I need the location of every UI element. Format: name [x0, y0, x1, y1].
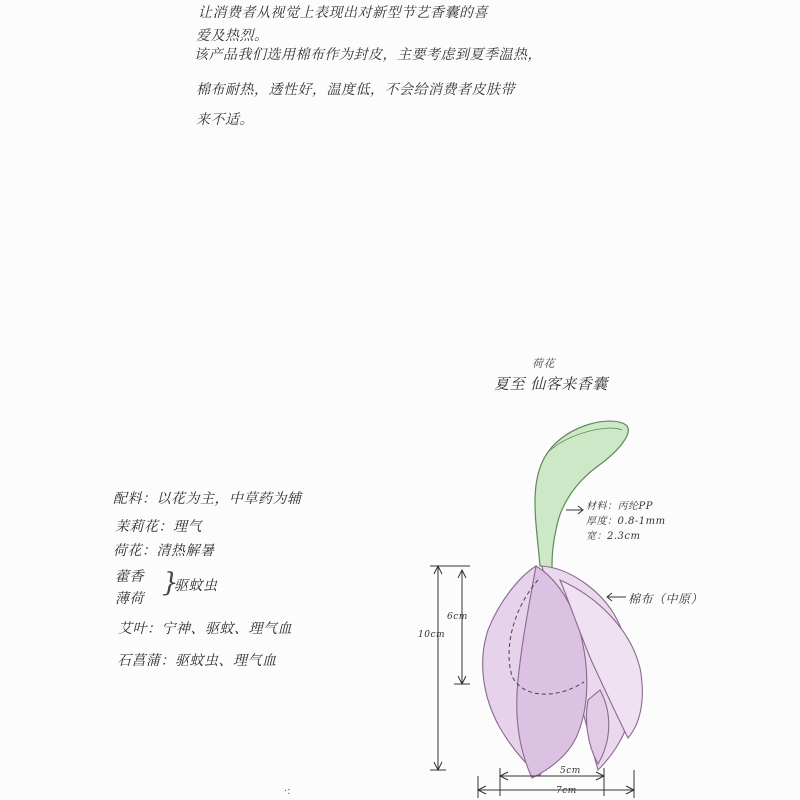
- intro-line-3: 该产品我们选用棉布作为封皮，主要考虑到夏季温热，: [194, 47, 542, 63]
- ingredient-shared-effect: 驱蚊虫: [174, 578, 218, 594]
- product-title: 夏至 仙客来香囊: [494, 375, 608, 393]
- product-subtitle: 荷花: [532, 357, 555, 370]
- intro-line-5: 来不适。: [196, 112, 254, 128]
- height-inner-label: 6cm: [447, 612, 468, 622]
- intro-line-1: 让消费者从视觉上表现出对新型节艺香囊的喜: [198, 5, 488, 21]
- ingredients-main: 配料：以花为主，中草药为辅: [113, 491, 302, 507]
- ingredient-jasmine: 茉莉花：理气: [115, 519, 202, 535]
- width-total-label: 7cm: [556, 786, 577, 796]
- brace-mark: }: [162, 568, 180, 598]
- strap-width-note: 宽：2.3cm: [586, 531, 641, 542]
- ingredient-mint: 薄荷: [115, 591, 144, 607]
- intro-line-4: 棉布耐热，透性好，温度低，不会给消费者皮肤带: [196, 82, 515, 98]
- height-total-label: 10cm: [418, 630, 446, 640]
- strap-thickness-note: 厚度：0.8-1mm: [586, 516, 666, 527]
- strap-material-note: 材料：丙纶PP: [586, 501, 653, 512]
- intro-line-2: 爱及热烈。: [196, 28, 269, 44]
- cover-material-note: 棉布（中原）: [628, 592, 704, 606]
- ingredient-lotus: 荷花：清热解暑: [113, 543, 215, 559]
- ingredient-mugwort: 艾叶：宁神、驱蚊、理气血: [118, 621, 292, 637]
- strap-loop: [535, 421, 628, 568]
- ingredient-calamus: 石菖蒲：驱蚊虫、理气血: [117, 653, 277, 669]
- svg-text:·:: ·:: [284, 786, 291, 797]
- dimension-width-inner: [500, 768, 604, 796]
- lotus-bud: [483, 566, 643, 778]
- ingredient-patchouli: 藿香: [115, 569, 144, 585]
- dimension-height-total: [430, 566, 470, 770]
- width-inner-label: 5cm: [560, 766, 581, 776]
- dimension-height-inner: [454, 570, 470, 684]
